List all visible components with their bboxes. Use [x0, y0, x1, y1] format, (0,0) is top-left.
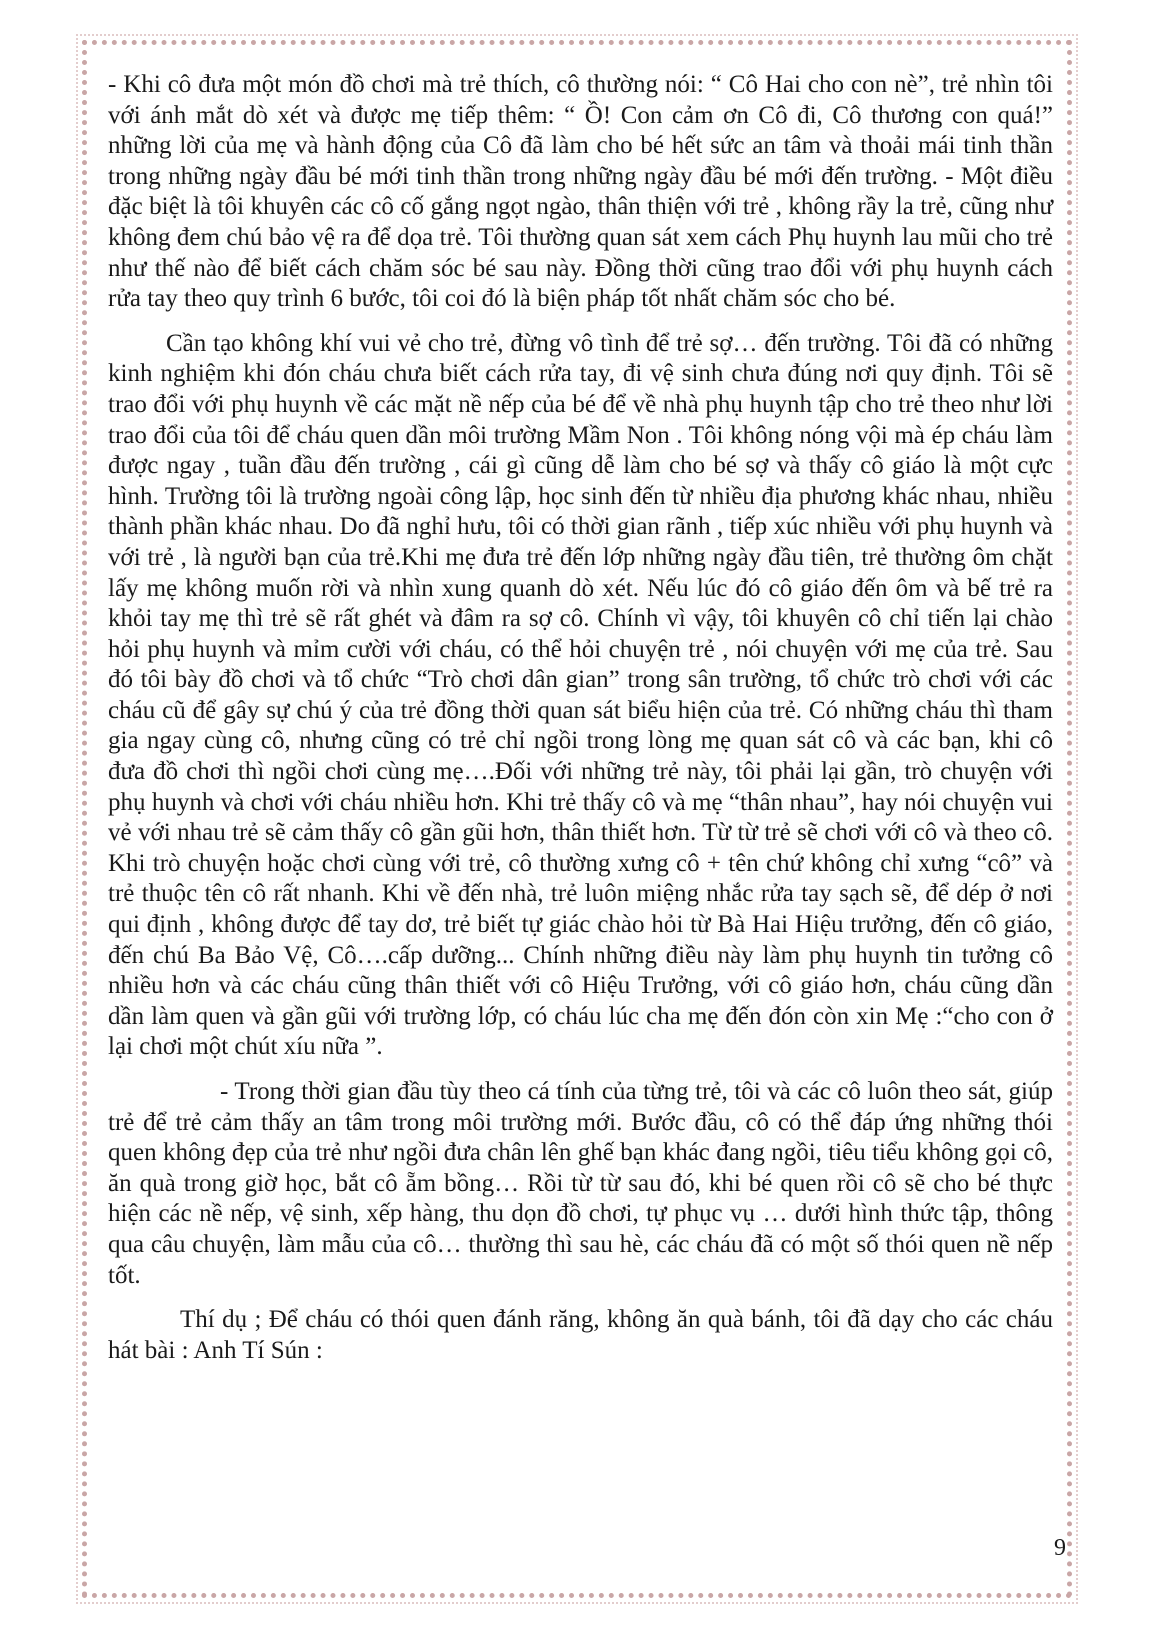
paragraph-4: Thí dụ ; Để cháu có thói quen đánh răng, không ăn quà bánh, tôi đã dạy cho các cháu hát bài : Anh Tí Sún : — [108, 1306, 1053, 1364]
document-body — [108, 70, 1053, 1380]
paragraph-3: - Trong thời gian đầu tùy theo cá tính của từng trẻ, tôi và các cô luôn theo sát, giúp trẻ để trẻ cảm thấy an tâm trong môi trường mới. Bước đầu, cô có thể đáp ứng những thói quen không đẹp của trẻ như ngồi đưa chân lên ghế bạn khác đang ngồi, tiêu tiểu không gọi cô, ăn quà trong giờ học, bắt cô ẵm bồng… Rồi từ từ sau đó, khi bé quen rồi cô sẽ cho bé thực hiện các nề nếp, vệ sinh, xếp hàng, thu dọn đồ chơi, tự phục vụ … dưới hình thức tập, thông qua câu chuyện, làm mẫu của cô… thường thì sau hè, các cháu đã có một số thói quen nề nếp tốt. — [108, 1078, 1053, 1289]
paragraph-1: - Khi cô đưa một món đồ chơi mà trẻ thích, cô thường nói: “ Cô Hai cho con nè”, trẻ nhìn tôi với ánh mắt dò xét và được mẹ tiếp thêm: “ Ồ! Con cảm ơn Cô đi, Cô thương con quá!” những lời của mẹ và hành động của Cô đã làm cho bé hết sức an tâm và thoải mái tinh thần trong những ngày đầu bé mới tinh thần trong những ngày đầu bé mới đến trường. - Một điều đặc biệt là tôi khuyên các cô cố gắng ngọt ngào, thân thiện với trẻ , không rầy la trẻ, cũng như không đem chú bảo vệ ra để dọa trẻ. Tôi thường quan sát xem cách Phụ huynh lau mũi cho trẻ như thế nào để biết cách chăm sóc bé sau này. Đồng thời cũng trao đổi với phụ huynh cách rửa tay theo quy trình 6 bước, tôi coi đó là biện pháp tốt nhất chăm sóc cho bé. — [108, 71, 1053, 313]
paragraph-2: Cần tạo không khí vui vẻ cho trẻ, đừng vô tình để trẻ sợ… đến trường. Tôi đã có những kinh nghiệm khi đón cháu chưa biết cách rửa tay, đi vệ sinh chưa đúng nơi quy định. Tôi sẽ trao đổi với phụ huynh về các mặt nề nếp của bé để về nhà phụ huynh tập cho trẻ theo như lời trao đổi của tôi để cháu quen dần môi trường Mầm Non . Tôi không nóng vội mà ép cháu làm được ngay , tuần đầu đến trường , cái gì cũng dễ làm cho bé sợ và thấy cô giáo là một cực hình. Trường tôi là trường ngoài công lập, học sinh đến từ nhiều địa phương khác nhau, nhiều thành phần khác nhau. Do đã nghỉ hưu, tôi có thời gian rãnh , tiếp xúc nhiều với phụ huynh và với trẻ , là người bạn của trẻ.Khi mẹ đưa trẻ đến lớp những ngày đầu tiên, trẻ thường ôm chặt lấy mẹ không muốn rời và nhìn xung quanh dò xét. Nếu lúc đó cô giáo đến ôm và bế trẻ ra khỏi tay mẹ thì trẻ sẽ rất ghét và đâm ra sợ cô. Chính vì vậy, tôi khuyên cô chỉ tiến lại chào hỏi phụ huynh và mỉm cười với cháu, có thể hỏi chuyện trẻ , nói chuyện với mẹ của trẻ. Sau đó tôi bày đồ chơi và tổ chức “Trò chơi dân gian” trong sân trường, tổ chức trò chơi với các cháu cũ để gây sự chú ý của trẻ đồng thời quan sát biểu hiện của trẻ. Có những cháu thì tham gia ngay cùng cô, nhưng cũng có trẻ chỉ ngồi trong lòng mẹ quan sát cô và các bạn, khi cô đưa đồ chơi thì ngồi chơi cùng mẹ….Đối với những trẻ này, tôi phải lại gần, trò chuyện với phụ huynh và chơi với cháu nhiều hơn. Khi trẻ thấy cô và mẹ “thân nhau”, hay nói chuyện vui vẻ với nhau trẻ sẽ cảm thấy cô gần gũi hơn, thân thiết hơn. Từ từ trẻ sẽ chơi với cô và theo cô. Khi trò chuyện hoặc chơi cùng với trẻ, cô thường xưng cô + tên chứ không chỉ xưng “cô” và trẻ thuộc tên cô rất nhanh. Khi về đến nhà, trẻ luôn miệng nhắc rửa tay sạch sẽ, để dép ở nơi qui định , không được để tay dơ, trẻ biết tự giác chào hỏi từ Bà Hai Hiệu trưởng, đến cô giáo, đến chú Ba Bảo Vệ, Cô….cấp dưỡng... Chính những điều này làm phụ huynh tin tưởng cô nhiều hơn và các cháu cũng thân thiết với cô Hiệu Trưởng, với cô giáo hơn, cháu cũng dần dần làm quen và gần gũi với trường lớp, có cháu lúc cha mẹ đến đón còn xin Mẹ :“cho con ở lại chơi một chút xíu nữa ”. — [108, 329, 1053, 1061]
page-number: 9 — [1054, 1535, 1066, 1561]
